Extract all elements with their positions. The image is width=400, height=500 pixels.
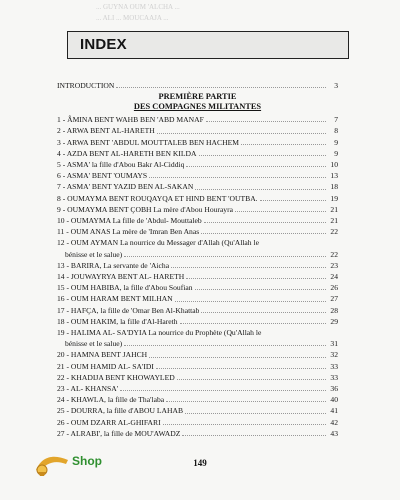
entry-page: 42 <box>330 417 338 427</box>
entry-label: 5 - ASMA' la fille d'Abou Bakr Al-Ciddiq <box>57 160 185 170</box>
index-entry <box>57 204 338 215</box>
entry-page: 8 <box>334 126 338 136</box>
index-entry <box>57 170 338 181</box>
leader-dots <box>186 166 326 167</box>
index-entry <box>57 159 338 170</box>
entry-label: 19 - HALIMA AL- SA'DYIA La nourrice du Prophète (Qu'Allah le <box>57 328 262 338</box>
leader-dots <box>180 323 326 324</box>
entry-label: 16 - OUM HARAM BENT MILHAN <box>57 294 173 304</box>
index-entry <box>57 215 338 226</box>
entry-page: 26 <box>330 283 338 293</box>
entry-page: 22 <box>330 249 338 259</box>
entry-label: 1 - ÂMINA BENT WAHB BEN 'ABD MANAF <box>57 115 204 125</box>
leader-dots <box>195 289 326 290</box>
entry-page: 43 <box>330 428 338 438</box>
leader-dots <box>149 177 326 178</box>
entry-label: 24 - KHAWLA, la fille de Tha'laba <box>57 395 165 405</box>
index-entry <box>57 372 338 383</box>
index-entry <box>57 137 338 148</box>
entry-label: 22 - KHADIJA BENT KHOWAYLED <box>57 372 175 382</box>
leader-dots <box>120 390 326 391</box>
index-entry <box>57 316 338 327</box>
entry-label: 13 - BARIRA, La servante de 'Aicha <box>57 260 170 270</box>
entry-page: 33 <box>330 361 338 371</box>
leader-dots <box>149 357 326 358</box>
entry-label: 15 - OUM HABIBA, la fille d'Abou Soufian <box>57 283 193 293</box>
index-entry <box>57 193 338 204</box>
entry-label: 12 - OUM AYMAN La nourrice du Messager d'Allah (Qu'Allah le <box>57 238 259 248</box>
entry-label-continued: bénisse et le salue) <box>65 339 123 349</box>
entry-page: 3 <box>334 81 338 90</box>
index-entry <box>57 428 338 439</box>
index-entry <box>57 125 338 136</box>
bleed-through-line: ... ALI ... MOUCAAJA ... <box>96 14 169 22</box>
index-entry <box>57 148 338 159</box>
entry-label: 9 - OUMAYMA BENT ÇOBH La mère d'Abou Hourayra <box>57 204 234 214</box>
index-header-box <box>67 31 349 59</box>
index-entry <box>57 181 338 192</box>
entry-label: 26 - OUM DZARR AL-GHIFARI <box>57 417 161 427</box>
leader-dots <box>260 200 326 201</box>
entry-page: 31 <box>330 339 338 349</box>
index-entry <box>57 383 338 394</box>
entry-page: 27 <box>330 294 338 304</box>
leader-dots <box>206 121 326 122</box>
entry-label: 18 - OUM HAKIM, la fille d'Al-Hareth <box>57 316 178 326</box>
entry-label: 8 - OUMAYMA BENT ROUQAYQA ET HIND BENT 'OUTBA. <box>57 193 258 203</box>
entry-label: 10 - OUMAYMA La fille de 'Abdul- Mouttaleb <box>57 216 202 226</box>
bleed-through-line: ... GUYNA OUM 'ALCHA ... <box>96 3 180 11</box>
index-entry <box>57 271 338 282</box>
entry-label: 17 - HAFÇA, la fille de 'Omar Ben Al-Khattab <box>57 305 200 315</box>
leader-dots <box>177 379 326 380</box>
part-title: PREMIÈRE PARTIE <box>158 92 237 102</box>
leader-dots <box>195 189 326 190</box>
page-title: INDEX <box>80 36 127 53</box>
index-entry <box>57 305 338 316</box>
entry-page: 9 <box>334 148 338 158</box>
index-entry <box>57 237 338 259</box>
leader-dots <box>166 401 326 402</box>
leader-dots <box>185 413 326 414</box>
leader-dots <box>157 133 326 134</box>
entry-label: 20 - HAMNA BENT JAHCH <box>57 350 148 360</box>
entry-page: 21 <box>330 204 338 214</box>
leader-dots <box>201 233 326 234</box>
entry-page: 13 <box>330 171 338 181</box>
index-list <box>57 80 338 439</box>
index-entry <box>57 226 338 237</box>
index-entry <box>57 405 338 416</box>
leader-dots <box>186 278 326 279</box>
entry-label: 11 - OUM ANAS La mère de 'Imran Ben Anas <box>57 227 200 237</box>
entry-label: 27 - ALRABI', la fille de MOU'AWADZ <box>57 428 181 438</box>
leader-dots <box>235 211 326 212</box>
entry-label: 25 - DOURRA, la fille d'ABOU LAHAB <box>57 406 184 416</box>
entry-label: 4 - AZDA BENT AL-HARETH BEN KILDA <box>57 148 197 158</box>
leader-dots <box>182 435 326 436</box>
entry-page: 32 <box>330 350 338 360</box>
entry-page: 21 <box>330 216 338 226</box>
page-number: 149 <box>193 458 207 468</box>
entry-page: 22 <box>330 227 338 237</box>
entry-label: 7 - ASMA' BENT YAZID BEN AL-SAKAN <box>57 182 194 192</box>
leader-dots <box>201 312 326 313</box>
entry-page: 19 <box>330 193 338 203</box>
index-entry <box>57 361 338 372</box>
entry-label-continued: bénisse et le salue) <box>65 249 123 259</box>
entry-label: 21 - OUM HAMID AL- SA'IDI <box>57 361 154 371</box>
index-entry <box>57 293 338 304</box>
entry-page: 28 <box>330 305 338 315</box>
leader-dots <box>204 222 326 223</box>
index-entry <box>57 327 338 349</box>
logo-text: Shop <box>72 454 102 468</box>
index-entry <box>57 282 338 293</box>
index-entry <box>57 260 338 271</box>
leader-dots <box>124 256 326 257</box>
entry-page: 40 <box>330 395 338 405</box>
entry-page: 9 <box>334 137 338 147</box>
entry-page: 33 <box>330 372 338 382</box>
entry-label: 23 - AL- KHANSA' <box>57 384 119 394</box>
index-entry <box>57 114 338 125</box>
index-entry <box>57 394 338 405</box>
entry-page: 29 <box>330 316 338 326</box>
leader-dots <box>124 345 326 346</box>
leader-dots <box>199 155 327 156</box>
leader-dots <box>116 87 326 88</box>
entry-page: 41 <box>330 406 338 416</box>
entry-page: 23 <box>330 260 338 270</box>
leader-dots <box>163 424 326 425</box>
leader-dots <box>171 267 326 268</box>
entry-label: INTRODUCTION <box>57 81 115 90</box>
part-subtitle: DES COMPAGNES MILITANTES <box>133 102 262 112</box>
leader-dots <box>175 301 326 302</box>
entry-rows <box>57 114 338 439</box>
entry-page: 24 <box>330 272 338 282</box>
entry-page: 36 <box>330 384 338 394</box>
leader-dots <box>156 368 326 369</box>
entry-label: 14 - JOUWAYRYA BENT AL- HARETH <box>57 272 185 282</box>
entry-page: 18 <box>330 182 338 192</box>
entry-page: 10 <box>330 160 338 170</box>
entry-label: 2 - ARWA BENT AL-HARETH <box>57 126 155 136</box>
index-entry-introduction <box>57 80 338 91</box>
entry-label: 3 - ARWA BENT 'ABDUL MOUTTALEB BEN HACHEM <box>57 137 239 147</box>
leader-dots <box>241 144 326 145</box>
index-entry <box>57 417 338 428</box>
entry-page: 7 <box>334 115 338 125</box>
entry-label: 6 - ASMA' BENT 'OUMAYS <box>57 171 148 181</box>
index-entry <box>57 349 338 360</box>
